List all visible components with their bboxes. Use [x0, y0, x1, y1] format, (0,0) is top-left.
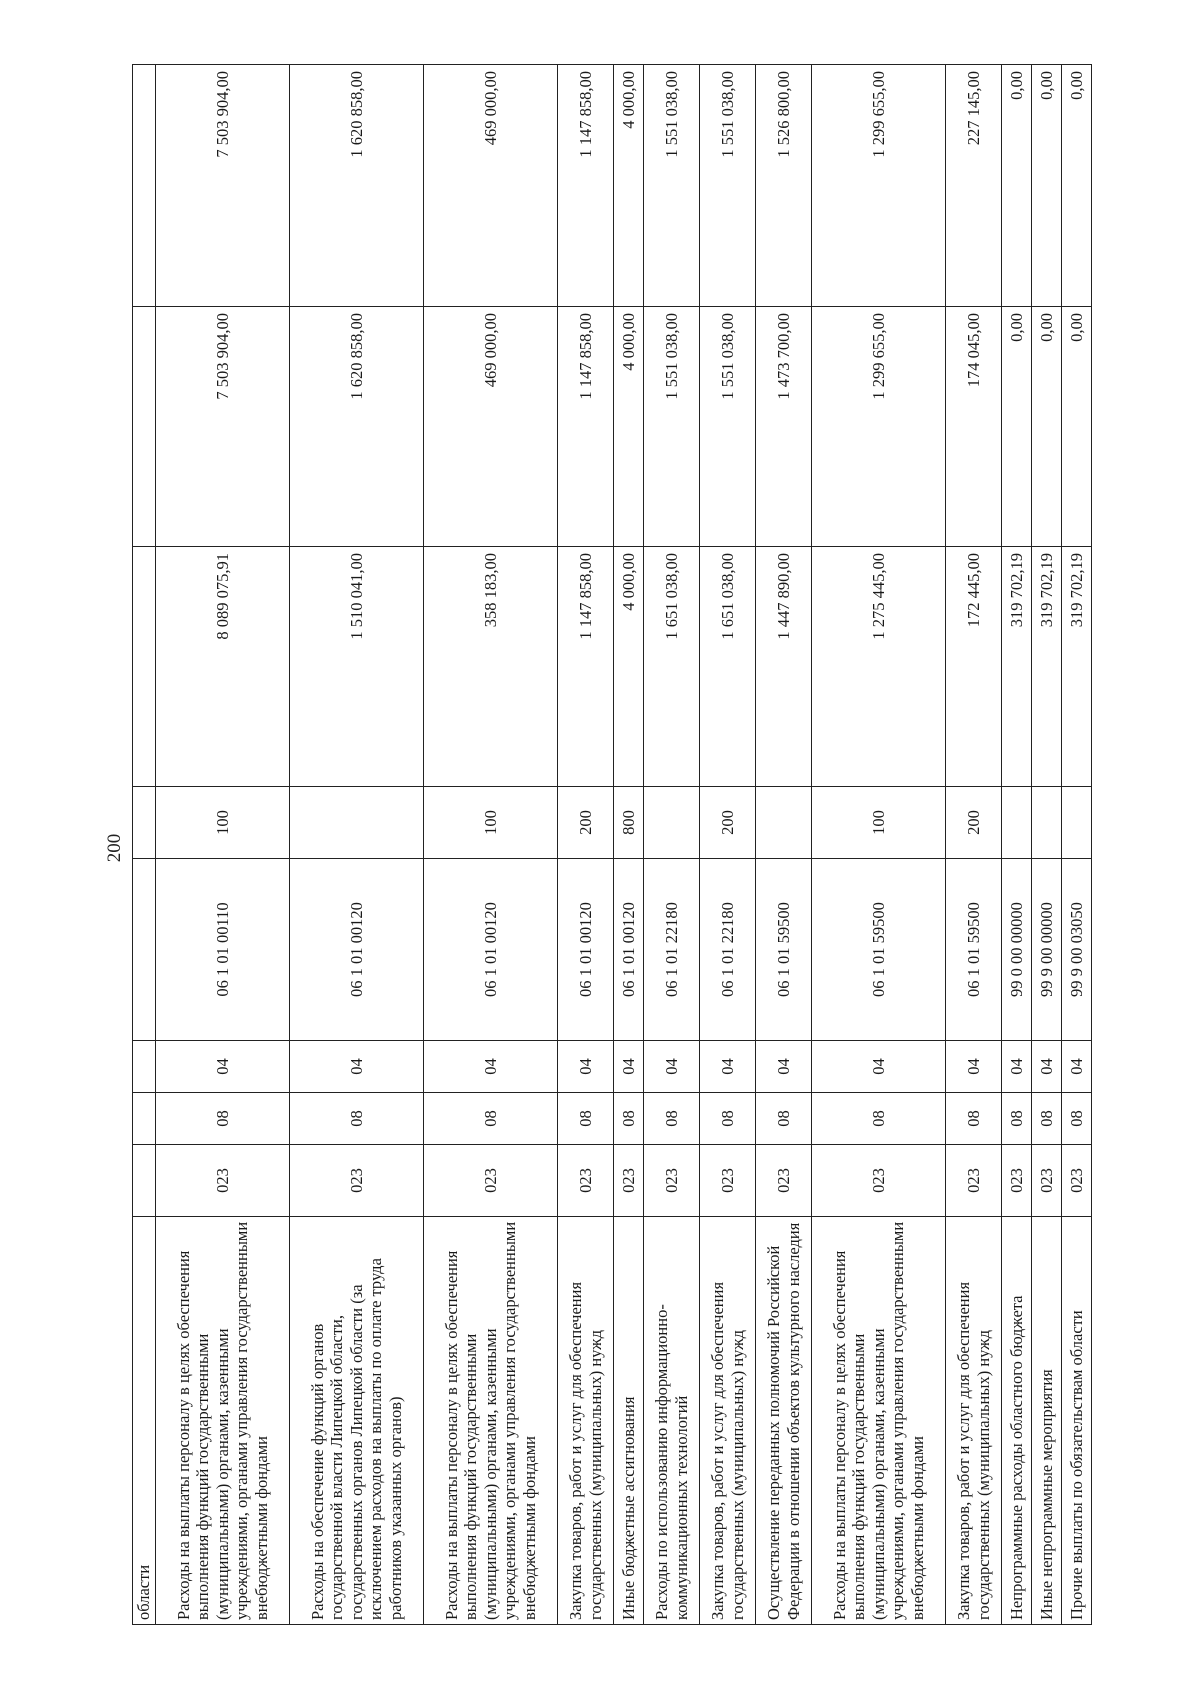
row-name-cell: Расходы по использованию информационно-коммуникационных технологий	[644, 1217, 700, 1625]
row-amount-3-cell: 4 000,00	[614, 65, 644, 307]
row-type-cell	[290, 787, 424, 859]
budget-table-body	[133, 65, 1092, 1625]
header-cell-empty	[133, 307, 156, 547]
budget-table	[132, 64, 1092, 1625]
row-amount-3-cell: 1 551 038,00	[700, 65, 756, 307]
table-row	[1062, 65, 1092, 1625]
row-amount-3-cell: 1 620 858,00	[290, 65, 424, 307]
row-type-cell	[644, 787, 700, 859]
rotated-page-content	[132, 65, 1092, 1625]
row-section-cell: 08	[756, 1093, 812, 1145]
row-amount-2-cell: 0,00	[1002, 307, 1032, 547]
row-amount-2-cell: 1 551 038,00	[644, 307, 700, 547]
table-row	[290, 65, 424, 1625]
row-subsection-cell: 04	[290, 1041, 424, 1093]
row-code-cell: 023	[1032, 1145, 1062, 1217]
row-amount-1-cell: 8 089 075,91	[156, 547, 290, 787]
header-cell-empty	[133, 547, 156, 787]
row-amount-3-cell: 227 145,00	[946, 65, 1002, 307]
table-row	[1002, 65, 1032, 1625]
row-amount-3-cell: 1 147 858,00	[558, 65, 614, 307]
row-subsection-cell: 04	[946, 1041, 1002, 1093]
row-subsection-cell: 04	[812, 1041, 946, 1093]
row-amount-2-cell: 174 045,00	[946, 307, 1002, 547]
table-row	[700, 65, 756, 1625]
row-target-cell: 06 1 01 22180	[644, 859, 700, 1041]
row-type-cell	[1032, 787, 1062, 859]
row-section-cell: 08	[424, 1093, 558, 1145]
row-code-cell: 023	[1062, 1145, 1092, 1217]
row-code-cell: 023	[644, 1145, 700, 1217]
row-section-cell: 08	[644, 1093, 700, 1145]
row-amount-1-cell: 358 183,00	[424, 547, 558, 787]
row-name-cell: Иные непрограммные мероприятия	[1032, 1217, 1062, 1625]
row-target-cell: 06 1 01 22180	[700, 859, 756, 1041]
row-subsection-cell: 04	[614, 1041, 644, 1093]
row-type-cell: 100	[812, 787, 946, 859]
row-amount-3-cell: 0,00	[1032, 65, 1062, 307]
row-code-cell: 023	[1002, 1145, 1032, 1217]
row-amount-1-cell: 172 445,00	[946, 547, 1002, 787]
row-type-cell: 200	[700, 787, 756, 859]
row-section-cell: 08	[558, 1093, 614, 1145]
row-type-cell	[756, 787, 812, 859]
row-amount-3-cell: 1 551 038,00	[644, 65, 700, 307]
row-section-cell: 08	[1002, 1093, 1032, 1145]
row-type-cell: 800	[614, 787, 644, 859]
row-code-cell: 023	[756, 1145, 812, 1217]
row-section-cell: 08	[156, 1093, 290, 1145]
row-amount-3-cell: 469 000,00	[424, 65, 558, 307]
row-section-cell: 08	[700, 1093, 756, 1145]
table-header-row	[133, 65, 156, 1625]
row-type-cell: 200	[946, 787, 1002, 859]
row-amount-2-cell: 4 000,00	[614, 307, 644, 547]
row-type-cell	[1062, 787, 1092, 859]
row-section-cell: 08	[1032, 1093, 1062, 1145]
row-subsection-cell: 04	[1002, 1041, 1032, 1093]
row-type-cell: 100	[156, 787, 290, 859]
row-target-cell: 06 1 01 59500	[756, 859, 812, 1041]
row-name-cell: Закупка товаров, работ и услуг для обеспечения государственных (муниципальных) нужд	[558, 1217, 614, 1625]
row-section-cell: 08	[946, 1093, 1002, 1145]
row-target-cell: 06 1 01 00120	[424, 859, 558, 1041]
row-type-cell: 200	[558, 787, 614, 859]
row-code-cell: 023	[812, 1145, 946, 1217]
row-amount-1-cell: 319 702,19	[1032, 547, 1062, 787]
table-row	[424, 65, 558, 1625]
row-target-cell: 06 1 01 00110	[156, 859, 290, 1041]
row-amount-1-cell: 319 702,19	[1002, 547, 1032, 787]
row-amount-2-cell: 1 299 655,00	[812, 307, 946, 547]
row-subsection-cell: 04	[700, 1041, 756, 1093]
row-amount-3-cell: 1 299 655,00	[812, 65, 946, 307]
row-section-cell: 08	[614, 1093, 644, 1145]
row-code-cell: 023	[700, 1145, 756, 1217]
header-cell-empty	[133, 1145, 156, 1217]
row-code-cell: 023	[558, 1145, 614, 1217]
header-cell-empty	[133, 65, 156, 307]
row-section-cell: 08	[290, 1093, 424, 1145]
row-amount-2-cell: 469 000,00	[424, 307, 558, 547]
row-target-cell: 06 1 01 00120	[614, 859, 644, 1041]
row-subsection-cell: 04	[644, 1041, 700, 1093]
row-amount-3-cell: 7 503 904,00	[156, 65, 290, 307]
table-row	[756, 65, 812, 1625]
page-number-text: 200	[104, 833, 125, 863]
row-target-cell: 06 1 01 00120	[558, 859, 614, 1041]
row-name-cell: Осуществление переданных полномочий Российской Федерации в отношении объектов культурного наследия	[756, 1217, 812, 1625]
row-target-cell: 06 1 01 59500	[812, 859, 946, 1041]
row-name-cell: Непрограммные расходы областного бюджета	[1002, 1217, 1032, 1625]
row-code-cell: 023	[614, 1145, 644, 1217]
row-amount-1-cell: 1 275 445,00	[812, 547, 946, 787]
table-row	[558, 65, 614, 1625]
row-code-cell: 023	[946, 1145, 1002, 1217]
row-amount-2-cell: 0,00	[1032, 307, 1062, 547]
header-cell-name: области	[133, 1217, 156, 1625]
row-amount-1-cell: 319 702,19	[1062, 547, 1092, 787]
row-name-cell: Расходы на обеспечение функций органов государственной власти Липецкой области, государственных органов Липецкой области (за исключением расходов на выплаты по оплате труда работников указанных органов)	[290, 1217, 424, 1625]
row-amount-1-cell: 1 147 858,00	[558, 547, 614, 787]
row-amount-1-cell: 1 651 038,00	[644, 547, 700, 787]
header-cell-empty	[133, 859, 156, 1041]
table-row	[946, 65, 1002, 1625]
row-amount-3-cell: 1 526 800,00	[756, 65, 812, 307]
header-cell-empty	[133, 1093, 156, 1145]
row-section-cell: 08	[812, 1093, 946, 1145]
header-cell-empty	[133, 787, 156, 859]
row-amount-1-cell: 4 000,00	[614, 547, 644, 787]
table-row	[1032, 65, 1062, 1625]
row-target-cell: 06 1 01 59500	[946, 859, 1002, 1041]
row-target-cell: 06 1 01 00120	[290, 859, 424, 1041]
row-section-cell: 08	[1062, 1093, 1092, 1145]
row-subsection-cell: 04	[156, 1041, 290, 1093]
row-amount-2-cell: 1 620 858,00	[290, 307, 424, 547]
row-code-cell: 023	[290, 1145, 424, 1217]
row-subsection-cell: 04	[1062, 1041, 1092, 1093]
row-target-cell: 99 9 00 03050	[1062, 859, 1092, 1041]
row-amount-1-cell: 1 510 041,00	[290, 547, 424, 787]
row-amount-3-cell: 0,00	[1002, 65, 1032, 307]
row-name-cell: Иные бюджетные ассигнования	[614, 1217, 644, 1625]
row-name-cell: Расходы на выплаты персоналу в целях обеспечения выполнения функций государственными (муниципальными) органами, казенными учреждениями, органами управления государственными внебюджетными фондами	[424, 1217, 558, 1625]
row-subsection-cell: 04	[558, 1041, 614, 1093]
row-subsection-cell: 04	[1032, 1041, 1062, 1093]
row-subsection-cell: 04	[756, 1041, 812, 1093]
table-row	[644, 65, 700, 1625]
row-amount-3-cell: 0,00	[1062, 65, 1092, 307]
row-name-cell: Расходы на выплаты персоналу в целях обеспечения выполнения функций государственными (муниципальными) органами, казенными учреждениями, органами управления государственными внебюджетными фондами	[812, 1217, 946, 1625]
header-cell-empty	[133, 1041, 156, 1093]
table-row	[614, 65, 644, 1625]
row-amount-2-cell: 1 473 700,00	[756, 307, 812, 547]
row-amount-1-cell: 1 651 038,00	[700, 547, 756, 787]
row-code-cell: 023	[424, 1145, 558, 1217]
table-row	[156, 65, 290, 1625]
row-type-cell	[1002, 787, 1032, 859]
row-target-cell: 99 9 00 00000	[1032, 859, 1062, 1041]
row-amount-2-cell: 1 147 858,00	[558, 307, 614, 547]
row-code-cell: 023	[156, 1145, 290, 1217]
row-amount-2-cell: 0,00	[1062, 307, 1092, 547]
table-row	[812, 65, 946, 1625]
row-amount-2-cell: 1 551 038,00	[700, 307, 756, 547]
row-name-cell: Прочие выплаты по обязательствам области	[1062, 1217, 1092, 1625]
row-subsection-cell: 04	[424, 1041, 558, 1093]
row-target-cell: 99 0 00 00000	[1002, 859, 1032, 1041]
row-name-cell: Закупка товаров, работ и услуг для обеспечения государственных (муниципальных) нужд	[946, 1217, 1002, 1625]
row-name-cell: Расходы на выплаты персоналу в целях обеспечения выполнения функций государственными (муниципальными) органами, казенными учреждениями, органами управления государственными внебюджетными фондами	[156, 1217, 290, 1625]
row-amount-1-cell: 1 447 890,00	[756, 547, 812, 787]
row-amount-2-cell: 7 503 904,00	[156, 307, 290, 547]
row-name-cell: Закупка товаров, работ и услуг для обеспечения государственных (муниципальных) нужд	[700, 1217, 756, 1625]
row-type-cell: 100	[424, 787, 558, 859]
